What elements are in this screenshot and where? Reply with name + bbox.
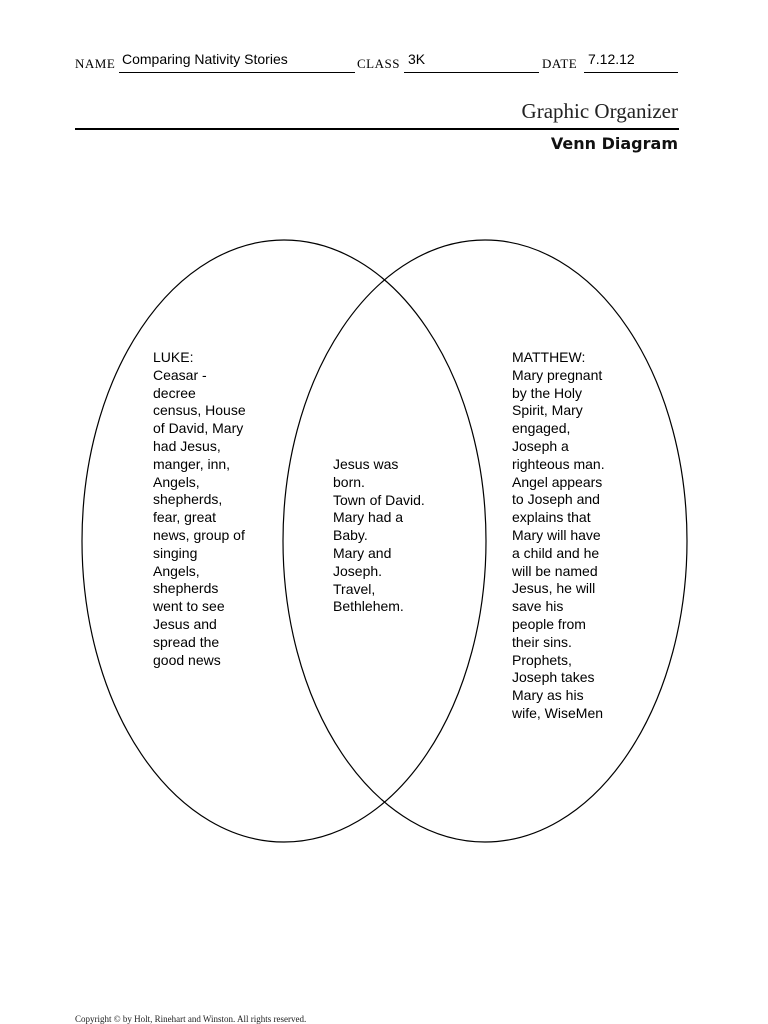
page-subtitle: Venn Diagram — [550, 134, 678, 153]
venn-left-text[interactable]: LUKE: Ceasar - decree census, House of David, Mary had Jesus, manger, inn, Angels, shepherds, fear, great news, group of singing Angels, shepherds went to see Jesus and spread the good news — [153, 349, 246, 668]
date-label: DATE — [542, 56, 578, 71]
page-title: Graphic Organizer — [521, 99, 678, 123]
name-label: NAME — [75, 56, 116, 71]
date-value[interactable]: 7.12.12 — [588, 51, 635, 67]
class-value[interactable]: 3K — [408, 51, 426, 67]
venn-center-text[interactable]: Jesus was born. Town of David. Mary had a Baby. Mary and Joseph. Travel, Bethlehem. — [333, 456, 425, 615]
venn-right-text[interactable]: MATTHEW: Mary pregnant by the Holy Spirit, Mary engaged, Joseph a righteous man. Angel appears to Joseph and explains that Mary will have a child and he will be named Jesus, he will save his people from their sins. Prophets, Joseph takes Mary as his wife, WiseMen — [512, 349, 605, 721]
name-value[interactable]: Comparing Nativity Stories — [122, 51, 288, 67]
venn-left-circle — [82, 240, 486, 842]
class-label: CLASS — [357, 56, 400, 71]
copyright-footer: Copyright © by Holt, Rinehart and Winston. All rights reserved. — [75, 1014, 307, 1024]
